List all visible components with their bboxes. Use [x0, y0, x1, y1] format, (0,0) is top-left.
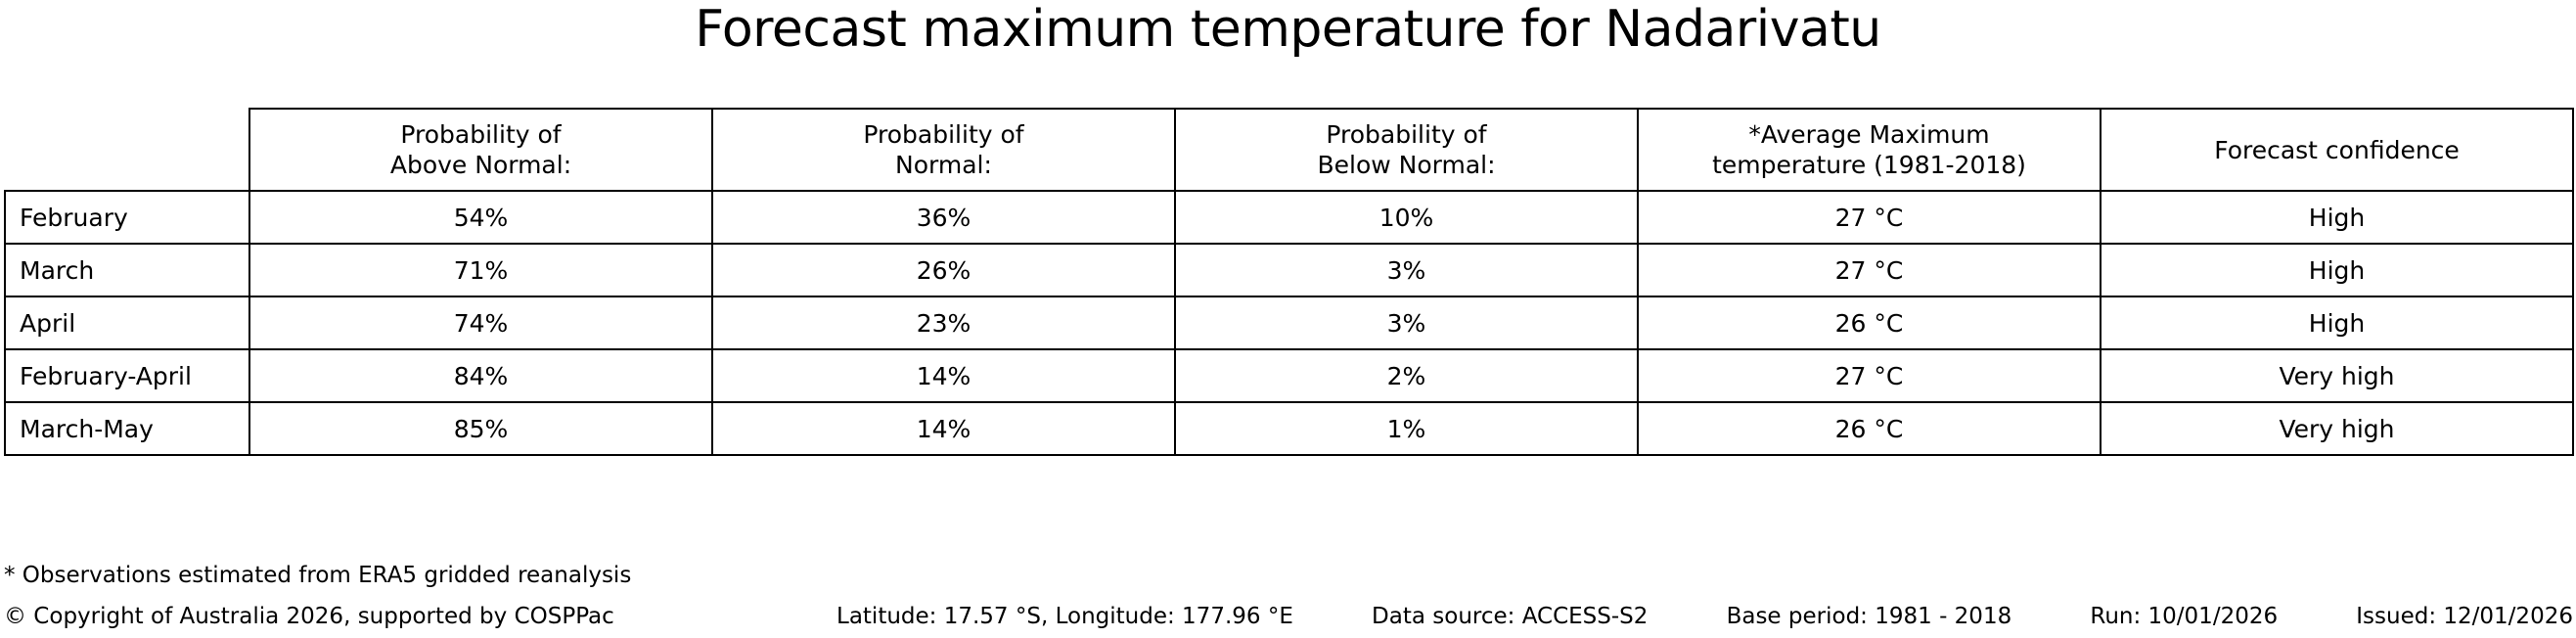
row-label-february: February [5, 191, 249, 244]
footer [0, 604, 2576, 633]
column-header-normal-line1: Probability of [863, 120, 1024, 149]
footer-base-period: Base period: 1981 - 2018 [1726, 604, 2012, 629]
column-header-normal-line2: Normal: [895, 151, 992, 179]
cell-february-april-confidence: Very high [2101, 349, 2573, 402]
column-header-below-normal-line2: Below Normal: [1317, 151, 1496, 179]
cell-march-may-below-normal: 1% [1175, 402, 1638, 455]
cell-april-above-normal: 74% [249, 296, 712, 349]
row-label-april: April [5, 296, 249, 349]
cell-april-confidence: High [2101, 296, 2573, 349]
footer-run-date: Run: 10/01/2026 [2090, 604, 2279, 629]
cell-march-may-normal: 14% [712, 402, 1175, 455]
cell-march-below-normal: 3% [1175, 244, 1638, 296]
cell-march-average-max-temp: 27 °C [1638, 244, 2101, 296]
copyright-text: © Copyright of Australia 2026, supported by COSPPac [4, 604, 614, 629]
cell-february-april-above-normal: 84% [249, 349, 712, 402]
cell-april-below-normal: 3% [1175, 296, 1638, 349]
table-row [5, 244, 2573, 296]
cell-february-below-normal: 10% [1175, 191, 1638, 244]
cell-march-confidence: High [2101, 244, 2573, 296]
table-row [5, 349, 2573, 402]
column-header-average-max-temp-line1: *Average Maximum [1748, 120, 1990, 149]
column-header-above-normal-line2: Above Normal: [389, 151, 572, 179]
cell-april-normal: 23% [712, 296, 1175, 349]
cell-march-may-confidence: Very high [2101, 402, 2573, 455]
cell-february-april-normal: 14% [712, 349, 1175, 402]
footnote-observations: * Observations estimated from ERA5 gridded reanalysis [4, 563, 632, 588]
cell-february-april-average-max-temp: 27 °C [1638, 349, 2101, 402]
table-row [5, 191, 2573, 244]
cell-march-may-average-max-temp: 26 °C [1638, 402, 2101, 455]
cell-february-average-max-temp: 27 °C [1638, 191, 2101, 244]
cell-february-confidence: High [2101, 191, 2573, 244]
column-header-above-normal [249, 109, 712, 191]
row-label-february-april: February-April [5, 349, 249, 402]
column-header-above-normal-line1: Probability of [400, 120, 562, 149]
cell-february-above-normal: 54% [249, 191, 712, 244]
row-label-march: March [5, 244, 249, 296]
table-row [5, 402, 2573, 455]
column-header-forecast-confidence [2101, 109, 2573, 191]
cell-february-normal: 36% [712, 191, 1175, 244]
table-header-row [5, 109, 2573, 191]
column-header-below-normal [1175, 109, 1638, 191]
forecast-table [4, 108, 2574, 456]
cell-february-april-below-normal: 2% [1175, 349, 1638, 402]
footer-location: Latitude: 17.57 °S, Longitude: 177.96 °E [836, 604, 1293, 629]
column-header-average-max-temp-line2: temperature (1981-2018) [1712, 151, 2026, 179]
column-header-below-normal-line1: Probability of [1326, 120, 1487, 149]
forecast-table-container [4, 108, 2572, 456]
column-header-average-max-temp [1638, 109, 2101, 191]
row-label-march-may: March-May [5, 402, 249, 455]
table-corner-cell [5, 109, 249, 191]
column-header-normal [712, 109, 1175, 191]
cell-april-average-max-temp: 26 °C [1638, 296, 2101, 349]
page-title: Forecast maximum temperature for Nadarivatu [695, 0, 1881, 59]
column-header-forecast-confidence-line1: Forecast confidence [2214, 135, 2460, 164]
cell-march-normal: 26% [712, 244, 1175, 296]
cell-march-may-above-normal: 85% [249, 402, 712, 455]
table-header [5, 109, 2573, 191]
table-row [5, 296, 2573, 349]
footer-issued-date: Issued: 12/01/2026 [2356, 604, 2573, 629]
footer-metadata [836, 604, 2573, 629]
footer-data-source: Data source: ACCESS-S2 [1372, 604, 1649, 629]
cell-march-above-normal: 71% [249, 244, 712, 296]
table-body [5, 191, 2573, 455]
